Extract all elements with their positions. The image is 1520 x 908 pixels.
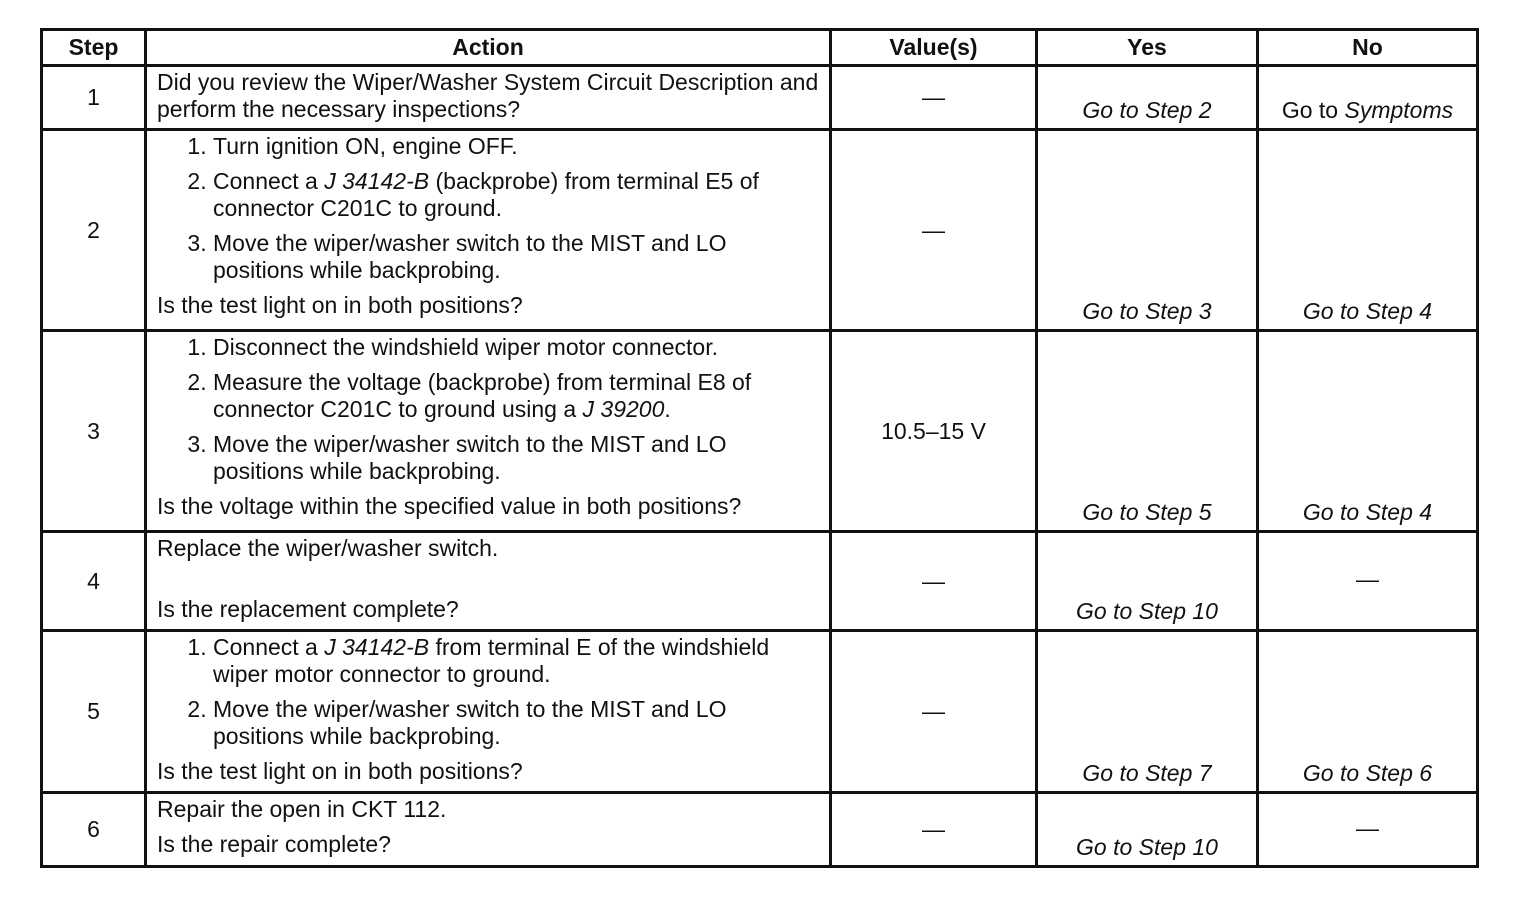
no-cell: Go to Step 6 (1258, 631, 1478, 793)
step-number: 1 (42, 66, 146, 130)
step-number: 2 (42, 130, 146, 331)
no-cell: Go to Step 4 (1258, 331, 1478, 532)
yes-cell: Go to Step 2 (1037, 66, 1258, 130)
action-text: Repair the open in CKT 112. (157, 796, 447, 822)
action-cell (146, 66, 831, 130)
no-cell: — (1258, 532, 1478, 631)
yes-cell: Go to Step 10 (1037, 793, 1258, 867)
header-row (42, 30, 1478, 66)
value-cell: — (831, 130, 1037, 331)
action-step-item: 2. Move the wiper/washer switch to the MIST and LO positions while backprobing. (213, 696, 819, 750)
no-cell: Go to Step 4 (1258, 130, 1478, 331)
action-steps (157, 634, 819, 750)
action-steps (157, 334, 819, 485)
action-step-item: 3. Move the wiper/washer switch to the MIST and LO positions while backprobing. (213, 431, 819, 485)
step-number: 4 (42, 532, 146, 631)
action-step-item: 2. Measure the voltage (backprobe) from terminal E8 of connector C201C to ground using a J 39200. (213, 369, 819, 423)
diagnostic-table-page (40, 28, 1476, 868)
table-row (42, 66, 1478, 130)
no-cell: — (1258, 793, 1478, 867)
action-question: Is the voltage within the specified value in both positions? (157, 493, 742, 519)
no-cell (1258, 66, 1478, 130)
action-cell (146, 532, 831, 631)
action-question: Is the repair complete? (157, 831, 391, 857)
action-steps (157, 133, 819, 284)
no-prefix: Go to (1281, 97, 1345, 123)
action-question: Is the replacement complete? (157, 596, 459, 622)
header-action: Action (146, 30, 831, 66)
value-cell: — (831, 631, 1037, 793)
action-step-item: 3. Move the wiper/washer switch to the MIST and LO positions while backprobing. (213, 230, 819, 284)
header-yes: Yes (1037, 30, 1258, 66)
step-number: 6 (42, 793, 146, 867)
table-row (42, 631, 1478, 793)
action-question: Is the test light on in both positions? (157, 292, 523, 318)
action-step-item: 1. Turn ignition ON, engine OFF. (213, 133, 819, 160)
table-row (42, 331, 1478, 532)
table-row (42, 793, 1478, 867)
no-italic: Symptoms (1344, 97, 1454, 123)
header-no: No (1258, 30, 1478, 66)
yes-cell: Go to Step 3 (1037, 130, 1258, 331)
yes-cell: Go to Step 5 (1037, 331, 1258, 532)
action-step-item: 1. Connect a J 34142-B from terminal E of the windshield wiper motor connector to ground. (213, 634, 819, 688)
value-cell: — (831, 66, 1037, 130)
value-cell: 10.5–15 V (831, 331, 1037, 532)
table-row (42, 532, 1478, 631)
header-values: Value(s) (831, 30, 1037, 66)
action-step-item: 2. Connect a J 34142-B (backprobe) from terminal E5 of connector C201C to ground. (213, 168, 819, 222)
header-step: Step (42, 30, 146, 66)
table-row (42, 130, 1478, 331)
action-cell (146, 631, 831, 793)
action-step-item: 1. Disconnect the windshield wiper motor connector. (213, 334, 819, 361)
diagnostic-table (40, 28, 1479, 868)
action-cell (146, 793, 831, 867)
action-text: Replace the wiper/washer switch. (157, 535, 499, 561)
step-number: 5 (42, 631, 146, 793)
step-number: 3 (42, 331, 146, 532)
yes-cell: Go to Step 10 (1037, 532, 1258, 631)
action-text: Did you review the Wiper/Washer System Circuit Description and perform the necessary inspections? (157, 69, 819, 122)
value-cell: — (831, 793, 1037, 867)
action-cell (146, 130, 831, 331)
value-cell: — (831, 532, 1037, 631)
yes-cell: Go to Step 7 (1037, 631, 1258, 793)
action-question: Is the test light on in both positions? (157, 758, 523, 784)
action-cell (146, 331, 831, 532)
